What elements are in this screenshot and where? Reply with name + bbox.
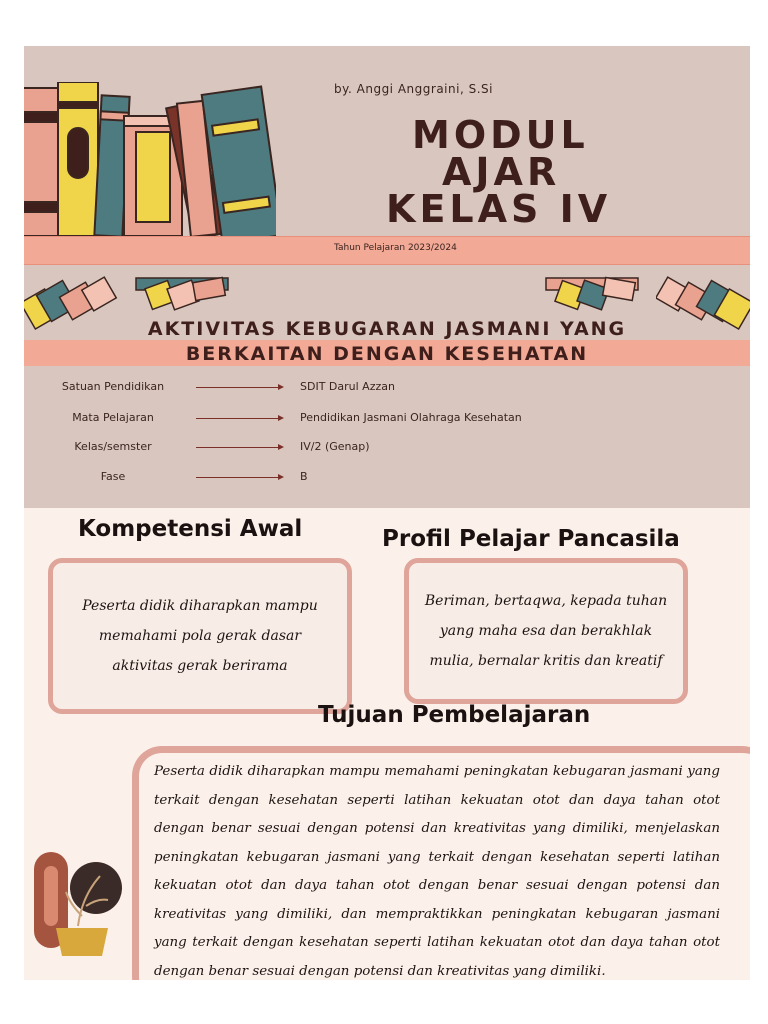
document-page xyxy=(24,46,750,980)
info-label: Satuan Pendidikan xyxy=(61,380,165,393)
info-row xyxy=(24,380,750,396)
arrow-icon xyxy=(196,477,282,478)
profil-heading: Profil Pelajar Pancasila xyxy=(382,526,680,552)
profil-box xyxy=(404,558,688,704)
topic-title-line-1: AKTIVITAS KEBUGARAN JASMANI YANG xyxy=(147,318,627,340)
arrow-icon xyxy=(196,387,282,388)
kompetensi-heading: Kompetensi Awal xyxy=(78,516,303,542)
tujuan-text: Peserta didik diharapkan mampu memahami peningkatan kebugaran jasmani yang terkait dengan kesehatan seperti latihan kekuatan otot dan daya tahan otot dengan benar sesuai dengan potensi dan kreativitas yang dimiliki, menjelaskan peningkatan kebugaran jasmani yang terkait dengan kesehatan seperti latihan kekuatan otot dan daya tahan otot dengan benar sesuai dengan potensi dan kreativitas yang dimiliki, dan mempraktikkan peningkatan kebugaran jasmani yang terkait dengan kesehatan seperti latihan kekuatan otot dan daya tahan otot dengan benar sesuai dengan potensi dan kreativitas yang dimiliki. xyxy=(154,764,720,979)
potted-plant-icon xyxy=(30,846,126,966)
info-label: Kelas/semster xyxy=(74,440,152,453)
title-line-1: MODUL xyxy=(412,113,589,157)
tujuan-heading: Tujuan Pembelajaran xyxy=(318,702,591,728)
cover-header xyxy=(24,46,750,508)
info-row xyxy=(24,440,750,456)
info-row xyxy=(24,470,750,486)
title-line-3: KELAS IV xyxy=(386,187,612,231)
author-credit: by. Anggi Anggraini, S.Si xyxy=(334,82,493,96)
school-year: Tahun Pelajaran 2023/2024 xyxy=(334,243,457,253)
books-cluster-center-left-icon xyxy=(134,276,234,316)
info-value: SDIT Darul Azzan xyxy=(300,380,395,393)
kompetensi-text: Peserta didik diharapkan mampu memahami pola gerak dasar aktivitas gerak berirama xyxy=(82,598,318,674)
info-value: B xyxy=(300,470,308,483)
info-label: Fase xyxy=(100,470,126,483)
info-row xyxy=(24,411,750,427)
topic-title-line-2: BERKAITAN DENGAN KESEHATAN xyxy=(185,343,589,365)
arrow-icon xyxy=(196,447,282,448)
arrow-icon xyxy=(196,418,282,419)
kompetensi-box xyxy=(48,558,352,714)
info-value: Pendidikan Jasmani Olahraga Kesehatan xyxy=(300,411,522,424)
title-line-2: AJAR xyxy=(442,150,561,194)
info-label: Mata Pelajaran xyxy=(72,411,154,424)
info-value: IV/2 (Genap) xyxy=(300,440,370,453)
books-cluster-center-right-icon xyxy=(544,276,644,316)
profil-text: Beriman, bertaqwa, kepada tuhan yang maha esa dan berakhlak mulia, bernalar kritis dan kreatif xyxy=(424,593,668,669)
books-illustration-icon xyxy=(24,82,276,242)
